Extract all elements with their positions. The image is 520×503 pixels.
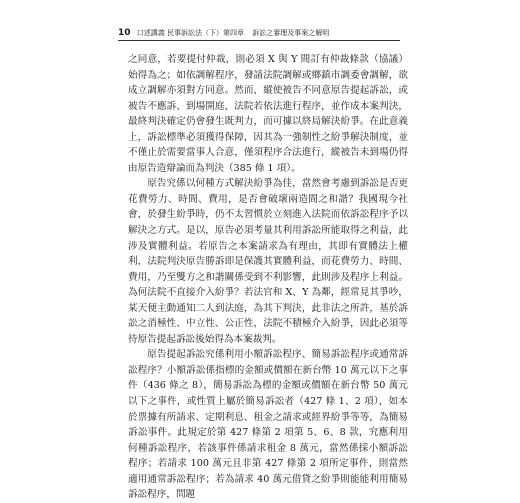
page-body (128, 52, 408, 503)
running-header (118, 26, 418, 40)
paragraph: 之同意，若要提付仲裁，則必須 X 與 Y 間訂有仲裁條款（協議）始得為之；如依調解程序，發請法院調解或鄉鎮市調委會調解，欲成立調解亦須對方同意。然而，縱使被告不同意原告提起訴訟，或被告不應訴、到場開庭，法院若依法進行程序，並作成本案判決，最終判決確定仍會發生既判力，而可據以終局解決紛爭。在此意義上，訴訟標準必須獲得保障，因其為一強制性之紛爭解決制度，並不僅止於需要當事人合意，僅須程序合法進行，縱被告未到場仍得由原告造辯論而為判決（385 條 1 項）。 (128, 54, 408, 174)
page-number: 10 (118, 28, 131, 38)
paragraph: 原告究係以何種方式解決紛爭為佳，當然會考慮到訴訟是否更花費勞力、時間、費用，是否會破壞兩造間之和諧？我國現今社會，於發生紛爭時，仍不太習慣於立刻進入法院而依訴訟程序予以解決之方式。是以，原告必須考量其利用訴訟所能取得之利益，此涉及實體利益。若原告之本案請求為有理由，其即有實體法上權利，法院判決原告勝訴即是保護其實體利益，而花費勞力、時間、費用，乃至雙方之和諧關係受到不利影響，此則涉及程序上利益。為何法院不直接介入紛爭？若法官和 X、Y 為鄰，經常見其爭吵，某天便主動通知二人到法庭，為其下判決，此非法之所許，基於訴訟之消極性、中立性、公正性，法院不積極介入紛爭，因此必須等待原告提起訴訟後始得為本案裁判。 (128, 178, 408, 345)
paragraph: 原告提起訴訟究係利用小額訴訟程序、簡易訴訟程序或通常訴訟程序？小額訴訟係指標的金額或價額在新台幣 10 萬元以下之事件（436 條之 8），簡易訴訟為標的金額或價額在新台幣 50 萬元以下之事件，或性質上屬於簡易訴訟者（427 條 1、2 項），如本於票據有所請求、定期利息、租金之請求或經界紛爭等等，為簡易訴訟事件。此規定於第 427 條第 2 項第 5、6、8 款，究應利用何種訴訟程序，若該事件係請求租金 8 萬元，當然係採小額訴訟程序；若請求 100 萬元且非第 427 條第 2 項所定事件，則當然適用通常訴訟程序；若為請求 40 萬元借貸之紛爭則能能利用簡易訴訟程序，問題 (128, 349, 408, 501)
header-rule (118, 40, 400, 41)
chapter-title: 訴訟之審理及事案之解明 (252, 29, 330, 37)
book-title: 口述講義 民事訴訟法（下）第四章 (136, 29, 244, 37)
